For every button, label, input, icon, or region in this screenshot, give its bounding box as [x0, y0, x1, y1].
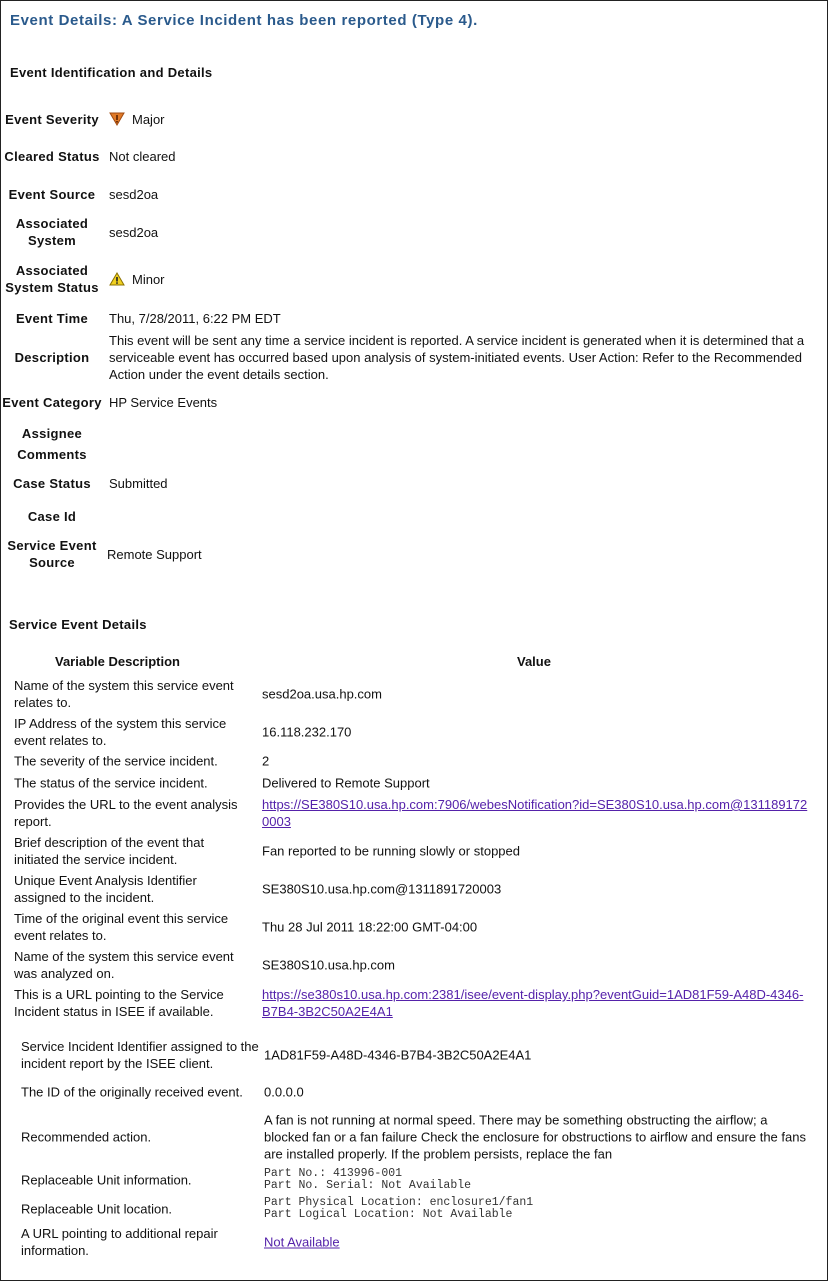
variable-description: Replaceable Unit location.: [21, 1201, 173, 1217]
detail-value-cell: [109, 309, 808, 327]
column-header-variable: Variable Description: [55, 654, 180, 669]
service-detail-row: [0, 910, 828, 944]
detail-label: Service Event Source: [7, 538, 97, 570]
service-detail-row: [0, 677, 828, 711]
value: A fan is not running at normal speed. There may be something obstructing the airflow; a blocked fan or a fan failure Check the enclosure for obstructions to airflow and ensure the fans are installed properly. If the problem persists, replace the fan: [264, 1112, 806, 1162]
detail-row: [0, 466, 828, 500]
detail-label: Event Source: [8, 186, 96, 202]
detail-label: Comments: [17, 446, 87, 462]
detail-label: Assignee: [21, 425, 83, 441]
variable-description: The status of the service incident.: [14, 775, 208, 791]
value: 16.118.232.170: [262, 724, 352, 740]
part-info-line: Part No. Serial: Not Available: [264, 1179, 472, 1192]
variable-description: Service Incident Identifier assigned to the incident report by the ISEE client.: [21, 1039, 259, 1071]
detail-label: Event Time: [15, 310, 89, 326]
service-detail-row: [0, 774, 828, 792]
detail-label: Case Status: [13, 475, 91, 491]
variable-description: The severity of the service incident.: [14, 753, 218, 769]
detail-label: Associated System Status: [5, 263, 99, 295]
detail-label: Event Category: [2, 394, 102, 410]
service-detail-row: [0, 1112, 828, 1162]
page-title: Event Details: A Service Incident has been reported (Type 4).: [10, 12, 478, 29]
service-detail-row: [0, 1196, 828, 1222]
value-cell: [262, 986, 808, 1020]
detail-value-cell: [109, 215, 808, 249]
value: 1AD81F59-A48D-4346-B7B4-3B2C50A2E4A1: [264, 1047, 532, 1063]
variable-description: Replaceable Unit information.: [21, 1172, 192, 1188]
detail-row: [0, 215, 828, 249]
detail-label: Description: [14, 349, 90, 365]
detail-value: Minor: [132, 271, 165, 287]
detail-value: sesd2oa: [109, 186, 159, 202]
detail-value: HP Service Events: [109, 394, 218, 410]
detail-value: Major: [132, 111, 165, 127]
detail-row: [0, 332, 828, 382]
value: 0.0.0.0: [264, 1084, 304, 1100]
isee-status-link[interactable]: https://se380s10.usa.hp.com:2381/isee/event-display.php?eventGuid=1AD81F59-A48D-4346-B7B4-3B2C50A2E4A1: [262, 987, 804, 1019]
variable-description: Name of the system this service event was analyzed on.: [14, 949, 234, 981]
detail-row: [0, 177, 828, 211]
detail-value-cell: [109, 445, 808, 463]
value: Thu 28 Jul 2011 18:22:00 GMT-04:00: [262, 919, 478, 935]
detail-row: [0, 309, 828, 327]
part-info-line: Part No.: 413996-001: [264, 1167, 403, 1180]
value-cell: [264, 1168, 808, 1192]
service-detail-row: [0, 796, 828, 830]
detail-row: [0, 253, 828, 305]
detail-label: Associated System: [15, 216, 89, 248]
variable-description: Unique Event Analysis Identifier assigned to the incident.: [14, 873, 197, 905]
value: SE380S10.usa.hp.com: [262, 957, 395, 973]
detail-row: [0, 445, 828, 463]
detail-value-cell: [107, 528, 808, 580]
value-cell: [262, 796, 808, 830]
variable-description: IP Address of the system this service event relates to.: [14, 716, 227, 748]
variable-description: This is a URL pointing to the Service Incident status in ISEE if available.: [14, 987, 224, 1019]
variable-description: Name of the system this service event relates to.: [14, 678, 234, 710]
service-detail-row: [0, 715, 828, 749]
variable-description: Brief description of the event that initiated the service incident.: [14, 835, 205, 867]
detail-value-cell: [109, 101, 808, 137]
detail-value-cell: [109, 177, 808, 211]
service-detail-row: [0, 834, 828, 868]
detail-value-cell: [109, 385, 808, 419]
value-cell: [264, 1234, 808, 1251]
detail-value-cell: [109, 424, 808, 442]
detail-row: [0, 101, 828, 137]
repair-info-link[interactable]: Not Available: [264, 1234, 340, 1250]
variable-description: Provides the URL to the event analysis report.: [14, 797, 238, 829]
value: 2: [262, 753, 270, 769]
detail-value-cell: [109, 507, 808, 525]
detail-row: [0, 385, 828, 419]
event-analysis-link[interactable]: https://SE380S10.usa.hp.com:7906/webesNotification?id=SE380S10.usa.hp.com@1311891720003: [262, 797, 808, 829]
detail-value-cell: [109, 466, 808, 500]
value-cell: [264, 1197, 808, 1221]
detail-label: Event Severity: [5, 111, 99, 127]
column-header-value: Value: [517, 654, 551, 669]
service-detail-row: [0, 1075, 828, 1109]
detail-value-cell: [109, 332, 808, 382]
variable-description: A URL pointing to additional repair information.: [21, 1226, 218, 1258]
service-detail-row: [0, 948, 828, 982]
minor-warning-icon: [109, 272, 125, 286]
part-info-line: Part Logical Location: Not Available: [264, 1208, 513, 1221]
value: SE380S10.usa.hp.com@1311891720003: [262, 881, 502, 897]
variable-description: The ID of the originally received event.: [21, 1084, 243, 1100]
detail-value: Submitted: [109, 475, 168, 491]
detail-row: [0, 424, 828, 442]
service-detail-row: [0, 1225, 828, 1259]
detail-value: Thu, 7/28/2011, 6:22 PM EDT: [109, 310, 281, 326]
detail-value: This event will be sent any time a service incident is reported. A service incident is generated when it is determined that a serviceable event has occurred based upon analysis of system-initiated events. User Action: Refer to the Recommended Action under the event details section.: [109, 332, 805, 382]
detail-value: Remote Support: [107, 546, 202, 562]
detail-label: Cleared Status: [4, 148, 100, 164]
value: Delivered to Remote Support: [262, 775, 430, 791]
detail-row: [0, 139, 828, 173]
service-detail-row: [0, 1167, 828, 1193]
service-detail-row: [0, 752, 828, 770]
detail-value: sesd2oa: [109, 224, 159, 240]
value: Fan reported to be running slowly or stopped: [262, 843, 520, 859]
detail-value-cell: [109, 253, 808, 305]
section-heading-identification: Event Identification and Details: [10, 65, 213, 80]
detail-row: [0, 507, 828, 525]
detail-value-cell: [109, 139, 808, 173]
section-heading-service-event: Service Event Details: [9, 617, 147, 632]
service-detail-row: [0, 1038, 828, 1072]
value: sesd2oa.usa.hp.com: [262, 686, 382, 702]
variable-description: Recommended action.: [21, 1129, 152, 1145]
detail-label: Case Id: [27, 508, 77, 524]
service-detail-row: [0, 872, 828, 906]
major-severity-icon: [109, 112, 125, 126]
service-detail-row: [0, 986, 828, 1020]
detail-row: [0, 528, 828, 580]
detail-value: Not cleared: [109, 148, 176, 164]
part-info-line: Part Physical Location: enclosure1/fan1: [264, 1196, 534, 1209]
variable-description: Time of the original event this service event relates to.: [14, 911, 229, 943]
